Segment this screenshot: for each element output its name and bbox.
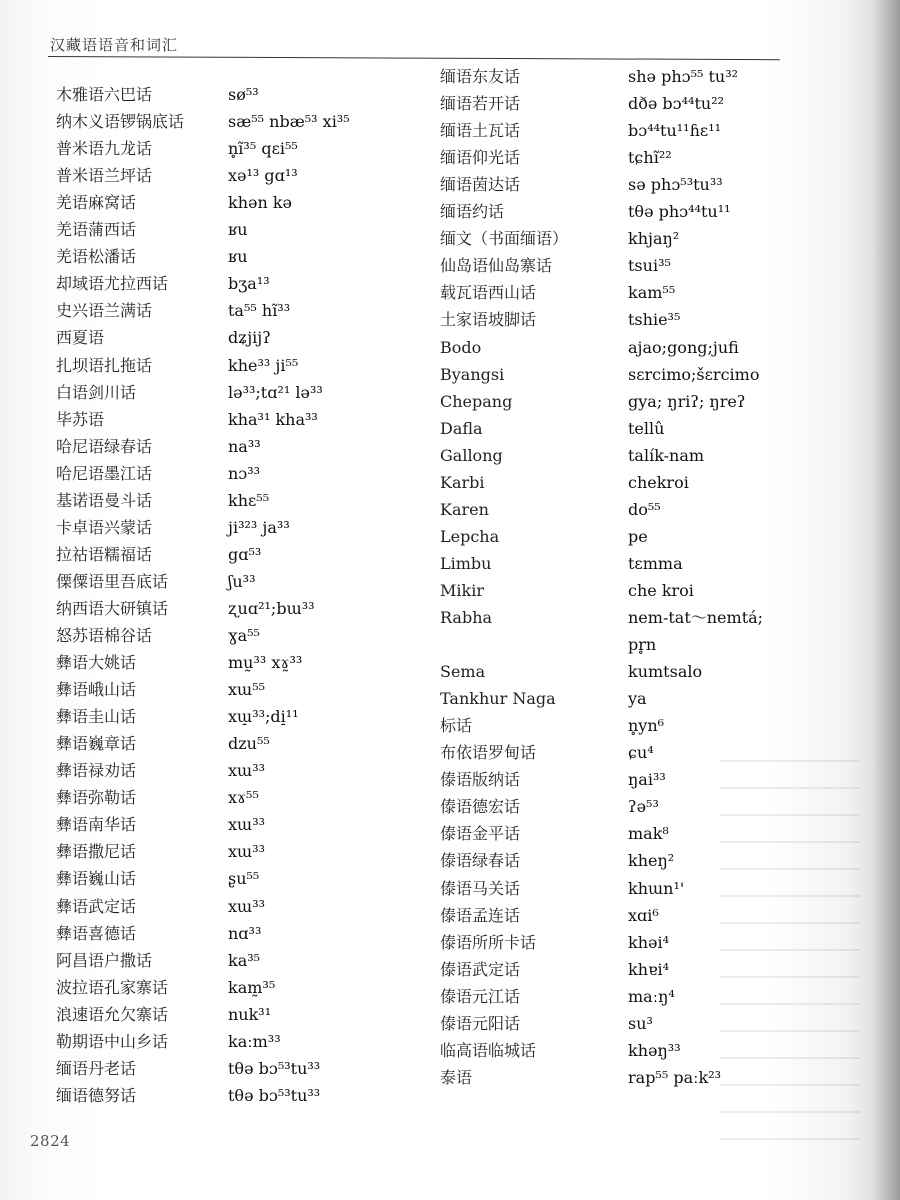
word-form: shə phɔ⁵⁵ tu³²: [628, 67, 739, 86]
word-form: tθə phɔ⁴⁴tu¹¹: [628, 202, 731, 222]
word-form: nɔ³³: [228, 463, 261, 483]
language-name: 标话: [440, 716, 473, 736]
language-name: 缅语丹老话: [56, 1058, 137, 1078]
word-form: tɛmma: [628, 553, 683, 573]
word-form: ʂu⁵⁵: [228, 869, 260, 889]
language-name: 缅语德努话: [56, 1085, 137, 1105]
word-form: xɯ³³: [228, 761, 266, 781]
word-form: ɣa⁵⁵: [228, 626, 260, 645]
word-form: do⁵⁵: [628, 499, 661, 519]
language-name: 彝语禄劝话: [56, 761, 137, 781]
word-form: tɕhĩ²²: [628, 148, 672, 168]
word-form: lə³³;tɑ²¹ lə³³: [228, 382, 323, 402]
word-form: xɯ̠³³;di̠¹¹: [228, 707, 299, 727]
language-name: 怒苏语棉谷话: [56, 626, 153, 645]
language-name: 波拉语孔家寨话: [56, 977, 169, 997]
language-name: 史兴语兰满话: [56, 301, 153, 321]
language-name: 傣语所所卡话: [440, 932, 537, 952]
word-form: xɯ³³: [228, 815, 266, 835]
word-form: dzu⁵⁵: [228, 734, 270, 754]
word-form: nuk³¹: [228, 1004, 272, 1024]
language-name: 傣语绿春话: [440, 851, 521, 871]
language-name: 傈僳语里吾底话: [56, 571, 169, 591]
language-name: Gallong: [440, 445, 503, 465]
word-form: xɑi⁶: [628, 905, 659, 925]
word-form: ʁu: [228, 247, 248, 267]
language-name: 缅语东友话: [440, 67, 521, 86]
language-name: 普米语九龙话: [56, 139, 153, 159]
word-form: khjaŋ²: [628, 229, 680, 249]
word-form: ɕu⁴: [628, 743, 654, 763]
word-form: ʐuɑ²¹;bɯ³³: [228, 598, 315, 618]
word-form: kha³¹ kha³³: [228, 409, 318, 429]
word-form: mak⁸: [628, 824, 669, 844]
language-name: 布依语罗甸话: [440, 743, 537, 763]
language-name: Sema: [440, 662, 486, 682]
word-form: khe³³ ji⁵⁵: [228, 355, 299, 375]
language-name: 缅语土瓦话: [440, 121, 521, 141]
word-form: kheŋ²: [628, 851, 675, 871]
language-name: 临高语临城话: [440, 1040, 537, 1060]
language-name: 缅语若开话: [440, 94, 521, 114]
language-name: 缅语茵达话: [440, 175, 521, 195]
language-name: Chepang: [440, 391, 513, 411]
language-name: 木雅语六巴话: [56, 85, 153, 104]
language-name: Dafla: [440, 418, 483, 438]
word-form: tθə bɔ⁵³tu³³: [228, 1085, 321, 1105]
language-name: 载瓦语西山话: [440, 283, 537, 303]
language-name: 哈尼语绿春话: [56, 436, 153, 456]
language-name: Byangsi: [440, 364, 505, 384]
word-form: tshie³⁵: [628, 310, 681, 330]
word-form: khəi⁴: [628, 932, 669, 952]
language-name: 哈尼语墨江话: [56, 463, 153, 483]
language-name: 傣语元江话: [440, 986, 521, 1006]
language-name: 彝语峨山话: [56, 680, 137, 700]
language-name: 傣语马关话: [440, 878, 521, 898]
language-name: Limbu: [440, 553, 492, 573]
word-form: xə¹³ gɑ¹³: [228, 166, 298, 186]
word-form: bɔ⁴⁴tu¹¹ɦɛ¹¹: [628, 121, 722, 141]
language-name: 卡卓语兴蒙话: [56, 517, 153, 537]
language-name: 羌语麻窝话: [56, 193, 137, 213]
language-name: 彝语撒尼话: [56, 842, 137, 862]
language-name: Mikir: [440, 580, 484, 600]
word-form: xɤ⁵⁵: [228, 788, 259, 808]
language-name: 傣语武定话: [440, 959, 521, 979]
word-form: xɯ³³: [228, 842, 266, 862]
language-name: 却域语尤拉西话: [56, 274, 169, 294]
word-form: xɯ⁵⁵: [228, 680, 266, 700]
language-name: 白语剑川话: [56, 382, 137, 402]
running-head: 汉藏语语音和词汇: [50, 36, 179, 54]
language-name: 彝语喜德话: [56, 923, 137, 943]
word-form: sæ⁵⁵ nbæ⁵³ xi³⁵: [228, 112, 350, 132]
language-name: 拉祜语糯福话: [56, 544, 153, 564]
word-form: pr̥n: [628, 635, 657, 655]
word-form: nem-tat～nemtá;: [628, 608, 764, 627]
word-form: tellû: [628, 418, 665, 438]
word-form: kam⁵⁵: [628, 283, 676, 303]
language-name: 彝语武定话: [56, 896, 137, 916]
word-form: kam̰³⁵: [228, 977, 276, 997]
language-name: 彝语圭山话: [56, 707, 137, 727]
language-name: Karen: [440, 499, 489, 519]
word-form: kumtsalo: [628, 662, 703, 682]
language-name: 扎坝语扎拖话: [56, 355, 153, 375]
language-name: 傣语版纳话: [440, 770, 521, 790]
word-form: n̥ĩ³⁵ qɛi⁵⁵: [228, 139, 298, 159]
word-form: che kroi: [628, 580, 694, 600]
word-form: su³: [628, 1013, 653, 1033]
language-name: 傣语元阳话: [440, 1013, 521, 1033]
word-form: tsui³⁵: [628, 256, 671, 276]
language-name: 彝语巍山话: [56, 869, 137, 889]
word-form: tθə bɔ⁵³tu³³: [228, 1058, 321, 1078]
language-name: 傣语德宏话: [440, 797, 521, 817]
word-form: maːŋ⁴: [628, 986, 675, 1006]
word-form: ta⁵⁵ hĩ³³: [228, 301, 291, 321]
language-name: Tankhur Naga: [440, 689, 556, 709]
language-name: 彝语大姚话: [56, 653, 137, 673]
language-name: 彝语南华话: [56, 815, 137, 835]
language-name: 土家语坡脚话: [440, 310, 537, 330]
word-form: chekroi: [628, 472, 689, 492]
language-name: 羌语蒲西话: [56, 220, 137, 240]
word-form: na³³: [228, 436, 261, 456]
language-name: Lepcha: [440, 526, 500, 546]
word-form: n̥yn⁶: [628, 716, 665, 736]
word-form: pe: [628, 526, 648, 546]
word-form: talík-nam: [628, 445, 705, 465]
language-name: Bodo: [440, 337, 482, 357]
word-form: ya: [628, 689, 647, 709]
word-form: gya; ŋriʔ; ŋreʔ: [628, 391, 746, 411]
page-number: 2824: [30, 1132, 71, 1150]
language-name: 仙岛语仙岛寨话: [440, 256, 553, 276]
word-form: ajao;gong;jufi: [628, 337, 739, 357]
word-form: ʁu: [228, 220, 248, 240]
word-form: ka³⁵: [228, 950, 261, 970]
word-form: khən kə: [228, 193, 293, 213]
word-form: gɑ⁵³: [228, 544, 262, 564]
language-name: Karbi: [440, 472, 485, 492]
word-form: dʑjijʔ: [228, 328, 271, 348]
language-name: 西夏语: [56, 328, 105, 348]
language-name: 羌语松潘话: [56, 247, 137, 267]
language-name: Rabha: [440, 608, 493, 627]
language-name: 基诺语曼斗话: [56, 490, 153, 510]
language-name: 浪速语允欠寨话: [56, 1004, 169, 1024]
word-form: ʃu³³: [228, 571, 256, 591]
word-form: sə phɔ⁵³tu³³: [628, 175, 723, 195]
word-form: dðə bɔ⁴⁴tu²²: [628, 94, 725, 114]
word-form: rap⁵⁵ paːk²³: [628, 1067, 722, 1087]
language-name: 彝语弥勒话: [56, 788, 137, 808]
language-name: 纳西语大研镇话: [56, 598, 169, 618]
word-form: ŋai³³: [628, 770, 666, 790]
language-name: 缅语约话: [440, 202, 505, 222]
language-name: 毕苏语: [56, 409, 105, 429]
language-name: 普米语兰坪话: [56, 166, 153, 186]
language-name: 缅文（书面缅语）: [440, 229, 569, 249]
word-form: ji³²³ ja³³: [228, 517, 290, 537]
word-form: khɐi⁴: [628, 959, 670, 979]
word-form: bʒa¹³: [228, 274, 270, 294]
word-form: khɛ⁵⁵: [228, 490, 270, 510]
language-name: 泰语: [440, 1067, 473, 1087]
language-name: 彝语巍章话: [56, 734, 137, 754]
word-form: nɑ³³: [228, 923, 262, 943]
word-form: khɯn¹': [628, 878, 685, 898]
word-form: mṵ³³ xɤ̰³³: [228, 653, 303, 673]
language-name: 纳木义语锣锅底话: [56, 112, 185, 132]
word-form: sɛrcimo;šɛrcimo: [628, 364, 760, 384]
language-name: 傣语金平话: [440, 824, 521, 844]
word-form: khəŋ³³: [628, 1040, 681, 1060]
language-name: 勒期语中山乡话: [56, 1031, 169, 1051]
word-form: kaːm³³: [228, 1031, 281, 1051]
language-name: 傣语孟连话: [440, 905, 521, 925]
language-name: 阿昌语户撒话: [56, 950, 153, 970]
word-form: xɯ³³: [228, 896, 266, 916]
word-form: sø⁵³: [228, 85, 259, 104]
word-form: ʔə⁵³: [628, 797, 659, 817]
language-name: 缅语仰光话: [440, 148, 521, 168]
